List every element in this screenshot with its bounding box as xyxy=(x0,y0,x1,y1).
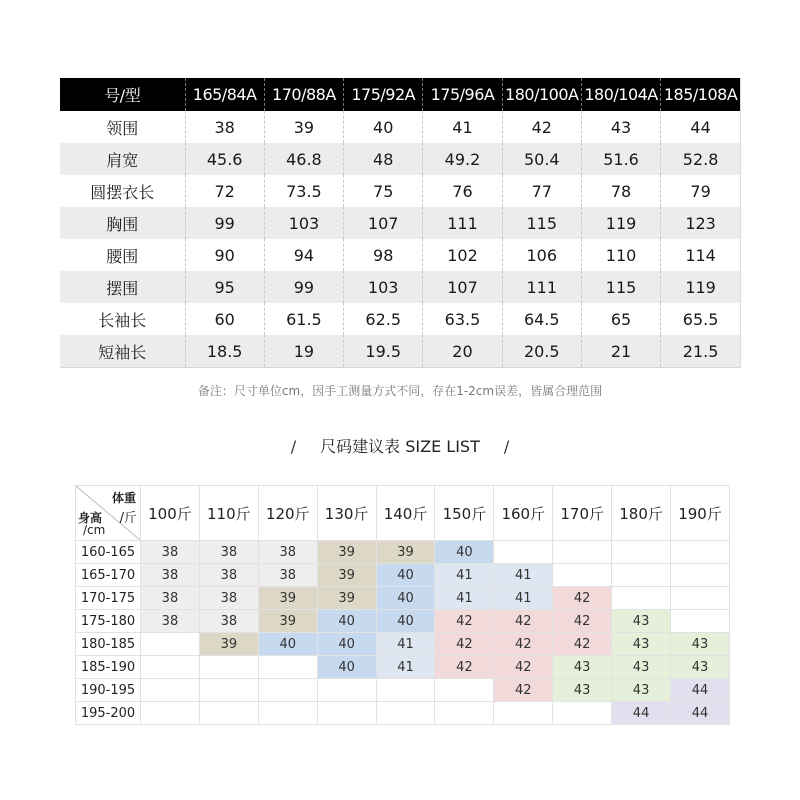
size-cell: 42 xyxy=(553,633,612,656)
measurement-value: 39 xyxy=(264,111,343,143)
height-row xyxy=(76,656,730,679)
weight-header-cell: 180斤 xyxy=(612,486,671,541)
measurement-value: 40 xyxy=(344,111,423,143)
size-cell: 42 xyxy=(494,656,553,679)
measurement-value: 107 xyxy=(344,207,423,239)
height-row xyxy=(76,679,730,702)
empty-cell xyxy=(141,633,200,656)
measurement-value: 46.8 xyxy=(264,143,343,175)
size-cell: 40 xyxy=(435,541,494,564)
weight-header-cell: 190斤 xyxy=(671,486,730,541)
empty-cell xyxy=(553,702,612,725)
measurement-note: 备注：尺寸单位cm，因手工测量方式不同，存在1-2cm误差，皆属合理范围 xyxy=(197,384,603,398)
measurement-value: 78 xyxy=(581,175,660,207)
measurement-value: 64.5 xyxy=(502,303,581,335)
size-cell: 44 xyxy=(671,702,730,725)
measurement-row xyxy=(60,111,740,143)
size-cell: 38 xyxy=(141,587,200,610)
measurement-value: 61.5 xyxy=(264,303,343,335)
size-cell: 39 xyxy=(376,541,435,564)
size-cell: 39 xyxy=(258,610,317,633)
empty-cell xyxy=(317,679,376,702)
size-cell: 38 xyxy=(141,541,200,564)
size-cell: 43 xyxy=(553,679,612,702)
measurement-value: 111 xyxy=(423,207,502,239)
size-cell: 38 xyxy=(199,610,258,633)
measurement-label: 胸围 xyxy=(60,207,185,239)
empty-cell xyxy=(671,587,730,610)
empty-cell xyxy=(494,702,553,725)
height-range-label: 190-195 xyxy=(76,679,141,702)
measurement-value: 49.2 xyxy=(423,143,502,175)
size-cell: 42 xyxy=(435,656,494,679)
empty-cell xyxy=(199,656,258,679)
corner-weight-label: 体重 xyxy=(111,491,136,505)
weight-header-cell: 110斤 xyxy=(199,486,258,541)
size-cell: 40 xyxy=(317,633,376,656)
measurement-label: 短袖长 xyxy=(60,335,185,368)
size-cell: 43 xyxy=(612,610,671,633)
size-cell: 42 xyxy=(494,633,553,656)
measurement-table xyxy=(60,78,740,368)
measurement-row xyxy=(60,271,740,303)
empty-cell xyxy=(258,656,317,679)
size-cell: 40 xyxy=(376,610,435,633)
empty-cell xyxy=(435,702,494,725)
empty-cell xyxy=(141,679,200,702)
size-cell: 38 xyxy=(141,564,200,587)
size-cell: 42 xyxy=(435,633,494,656)
size-cell: 41 xyxy=(376,633,435,656)
size-cell: 39 xyxy=(317,564,376,587)
measurement-label: 圆摆衣长 xyxy=(60,175,185,207)
height-range-label: 175-180 xyxy=(76,610,141,633)
empty-cell xyxy=(553,564,612,587)
corner-height-unit: /cm xyxy=(83,523,106,537)
measurement-value: 119 xyxy=(661,271,740,303)
measurement-value: 18.5 xyxy=(185,335,264,368)
measurement-value: 52.8 xyxy=(661,143,740,175)
size-cell: 42 xyxy=(494,610,553,633)
title-slash-left: / xyxy=(290,437,297,456)
size-recommendation-table xyxy=(75,485,730,725)
measurement-value: 21 xyxy=(581,335,660,368)
measurement-value: 99 xyxy=(264,271,343,303)
measurement-label: 长袖长 xyxy=(60,303,185,335)
empty-cell xyxy=(553,541,612,564)
empty-cell xyxy=(317,702,376,725)
size-cell: 43 xyxy=(612,633,671,656)
measurement-value: 21.5 xyxy=(661,335,740,368)
measurement-value: 65.5 xyxy=(661,303,740,335)
measurement-row xyxy=(60,335,740,368)
height-range-label: 160-165 xyxy=(76,541,141,564)
size-cell: 38 xyxy=(199,587,258,610)
empty-cell xyxy=(141,656,200,679)
measurement-value: 102 xyxy=(423,239,502,271)
measurement-value: 63.5 xyxy=(423,303,502,335)
size-cell: 44 xyxy=(612,702,671,725)
measurement-value: 20.5 xyxy=(502,335,581,368)
header-cell-size: 165/84A xyxy=(185,78,264,111)
measurement-value: 103 xyxy=(344,271,423,303)
measurement-value: 19.5 xyxy=(344,335,423,368)
header-cell-size-type: 号/型 xyxy=(60,78,185,111)
measurement-value: 111 xyxy=(502,271,581,303)
empty-cell xyxy=(376,679,435,702)
height-range-label: 180-185 xyxy=(76,633,141,656)
size-cell: 39 xyxy=(199,633,258,656)
measurement-value: 106 xyxy=(502,239,581,271)
measurement-value: 103 xyxy=(264,207,343,239)
title-slash-right: / xyxy=(503,437,510,456)
weight-header-cell: 150斤 xyxy=(435,486,494,541)
size-cell: 42 xyxy=(435,610,494,633)
measurement-value: 43 xyxy=(581,111,660,143)
measurement-row xyxy=(60,207,740,239)
measurement-value: 51.6 xyxy=(581,143,660,175)
size-cell: 41 xyxy=(435,564,494,587)
size-cell: 41 xyxy=(494,587,553,610)
size-cell: 40 xyxy=(258,633,317,656)
measurement-value: 76 xyxy=(423,175,502,207)
measurement-value: 50.4 xyxy=(502,143,581,175)
size-cell: 43 xyxy=(612,656,671,679)
empty-cell xyxy=(199,679,258,702)
header-cell-size: 175/96A xyxy=(423,78,502,111)
height-row xyxy=(76,587,730,610)
size-cell: 43 xyxy=(671,633,730,656)
empty-cell xyxy=(671,564,730,587)
height-row xyxy=(76,564,730,587)
height-range-label: 195-200 xyxy=(76,702,141,725)
weight-header-cell: 130斤 xyxy=(317,486,376,541)
size-cell: 40 xyxy=(376,564,435,587)
measurement-value: 45.6 xyxy=(185,143,264,175)
empty-cell xyxy=(258,679,317,702)
corner-cell xyxy=(76,486,141,541)
corner-height-label: 身高 xyxy=(78,511,103,525)
size-cell: 39 xyxy=(317,587,376,610)
empty-cell xyxy=(612,587,671,610)
size-cell: 44 xyxy=(671,679,730,702)
weight-header-cell: 120斤 xyxy=(258,486,317,541)
size-cell: 41 xyxy=(376,656,435,679)
size-cell: 38 xyxy=(258,541,317,564)
measurement-value: 41 xyxy=(423,111,502,143)
corner-weight-unit: /斤 xyxy=(119,511,137,526)
weight-header-cell: 170斤 xyxy=(553,486,612,541)
size-cell: 39 xyxy=(317,541,376,564)
empty-cell xyxy=(435,679,494,702)
empty-cell xyxy=(494,541,553,564)
measurement-value: 115 xyxy=(502,207,581,239)
measurement-value: 114 xyxy=(661,239,740,271)
height-range-label: 170-175 xyxy=(76,587,141,610)
measurement-header-row xyxy=(60,78,740,111)
measurement-value: 98 xyxy=(344,239,423,271)
measurement-value: 99 xyxy=(185,207,264,239)
size-cell: 42 xyxy=(553,610,612,633)
height-range-label: 165-170 xyxy=(76,564,141,587)
size-cell: 42 xyxy=(494,679,553,702)
measurement-value: 42 xyxy=(502,111,581,143)
measurement-value: 73.5 xyxy=(264,175,343,207)
measurement-value: 79 xyxy=(661,175,740,207)
measurement-row xyxy=(60,175,740,207)
size-list-title xyxy=(0,434,800,457)
measurement-value: 123 xyxy=(661,207,740,239)
measurement-value: 48 xyxy=(344,143,423,175)
measurement-value: 75 xyxy=(344,175,423,207)
measurement-value: 110 xyxy=(581,239,660,271)
empty-cell xyxy=(199,702,258,725)
measurement-value: 72 xyxy=(185,175,264,207)
measurement-value: 119 xyxy=(581,207,660,239)
empty-cell xyxy=(141,702,200,725)
height-row xyxy=(76,702,730,725)
header-cell-size: 170/88A xyxy=(264,78,343,111)
header-cell-size: 180/100A xyxy=(502,78,581,111)
empty-cell xyxy=(671,541,730,564)
height-range-label: 185-190 xyxy=(76,656,141,679)
height-row xyxy=(76,633,730,656)
empty-cell xyxy=(612,541,671,564)
measurement-value: 62.5 xyxy=(344,303,423,335)
measurement-label: 腰围 xyxy=(60,239,185,271)
measurement-value: 94 xyxy=(264,239,343,271)
empty-cell xyxy=(376,702,435,725)
header-cell-size: 175/92A xyxy=(344,78,423,111)
measurement-value: 20 xyxy=(423,335,502,368)
size-cell: 38 xyxy=(258,564,317,587)
header-cell-size: 185/108A xyxy=(661,78,740,111)
measurement-row xyxy=(60,239,740,271)
measurement-label: 肩宽 xyxy=(60,143,185,175)
empty-cell xyxy=(671,610,730,633)
size-cell: 43 xyxy=(553,656,612,679)
measurement-value: 115 xyxy=(581,271,660,303)
measurement-row xyxy=(60,303,740,335)
size-cell: 40 xyxy=(317,656,376,679)
measurement-value: 60 xyxy=(185,303,264,335)
size-cell: 39 xyxy=(258,587,317,610)
measurement-value: 77 xyxy=(502,175,581,207)
measurement-row xyxy=(60,143,740,175)
empty-cell xyxy=(612,564,671,587)
height-row xyxy=(76,610,730,633)
measurement-value: 107 xyxy=(423,271,502,303)
title-text: 尺码建议表 SIZE LIST xyxy=(320,437,480,456)
weight-header-cell: 160斤 xyxy=(494,486,553,541)
weight-header-row xyxy=(76,486,730,541)
size-cell: 38 xyxy=(199,564,258,587)
measurement-value: 19 xyxy=(264,335,343,368)
size-cell: 38 xyxy=(141,610,200,633)
weight-header-cell: 140斤 xyxy=(376,486,435,541)
measurement-value: 95 xyxy=(185,271,264,303)
size-cell: 40 xyxy=(317,610,376,633)
size-cell: 40 xyxy=(376,587,435,610)
weight-header-cell: 100斤 xyxy=(141,486,200,541)
size-cell: 42 xyxy=(553,587,612,610)
size-cell: 38 xyxy=(199,541,258,564)
header-cell-size: 180/104A xyxy=(581,78,660,111)
empty-cell xyxy=(258,702,317,725)
measurement-value: 38 xyxy=(185,111,264,143)
measurement-value: 65 xyxy=(581,303,660,335)
measurement-value: 90 xyxy=(185,239,264,271)
size-cell: 41 xyxy=(435,587,494,610)
measurement-label: 摆围 xyxy=(60,271,185,303)
measurement-value: 44 xyxy=(661,111,740,143)
size-cell: 41 xyxy=(494,564,553,587)
height-row xyxy=(76,541,730,564)
measurement-label: 领围 xyxy=(60,111,185,143)
size-cell: 43 xyxy=(612,679,671,702)
size-cell: 43 xyxy=(671,656,730,679)
